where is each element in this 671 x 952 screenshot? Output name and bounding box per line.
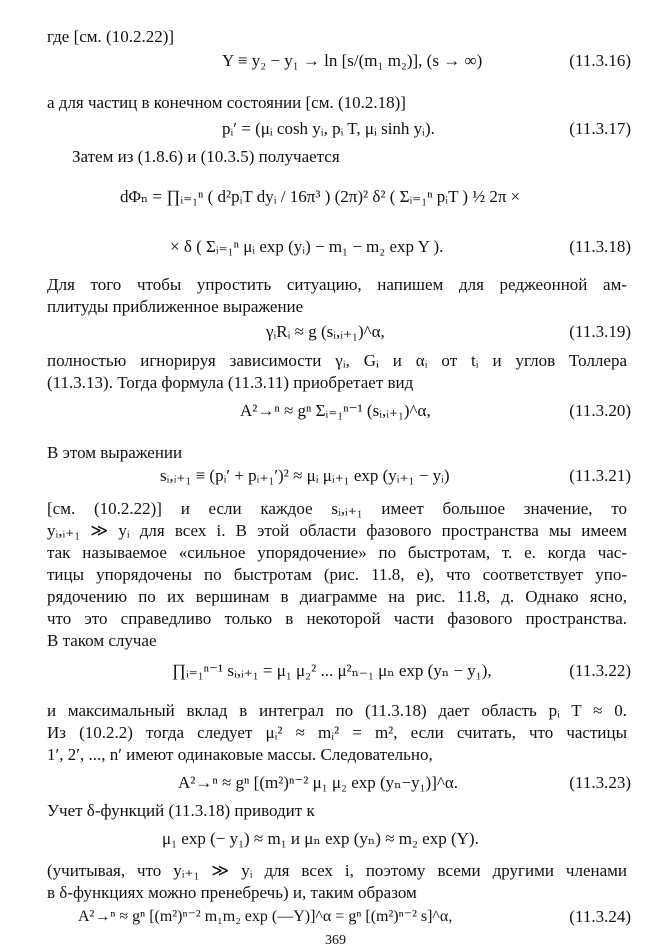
- text-line: и максимальный вклад в интеграл по (11.3.18) дает область pᵢ T ≈ 0.: [47, 701, 627, 720]
- text-line: в δ-функциях можно пренебречь) и, таким образом: [47, 883, 417, 902]
- equation-number: (11.3.19): [569, 322, 631, 341]
- equation: μ₁ exp (− y₁) ≈ m₁ и μₙ exp (yₙ) ≈ m₂ exp (Y).: [162, 829, 479, 848]
- equation: ∏ᵢ₌₁ⁿ⁻¹ sᵢ,ᵢ₊₁ = μ₁ μ₂² ... μ²ₙ₋₁ μₙ exp (yₙ − y₁),: [172, 661, 492, 680]
- text-line: Затем из (1.8.6) и (10.3.5) получается: [72, 147, 340, 166]
- text-line: 1′, 2′, ..., n′ имеют одинаковые массы. Следовательно,: [47, 745, 433, 764]
- text-line: так называемое «сильное упорядочение» по быстротам, т. е. когда час-: [47, 543, 627, 562]
- text-line: рядочению по их вершинам в диаграмме на рис. 11.8, д. Однако ясно,: [47, 587, 627, 606]
- equation: A²→ⁿ ≈ gⁿ [(m²)ⁿ⁻² m₁m₂ exp (—Y)]^α = gⁿ [(m²)ⁿ⁻² s]^α,: [78, 908, 453, 925]
- equation: Y ≡ y₂ − y₁ → ln [s/(m₁ m₂)], (s → ∞): [222, 51, 483, 70]
- text-line: Учет δ-функций (11.3.18) приводит к: [47, 801, 315, 820]
- text-line: Из (10.2.2) тогда следует μᵢ² ≈ mᵢ² = m², если считать, что частицы: [47, 723, 627, 742]
- text-line: В таком случае: [47, 631, 157, 650]
- text-line: yᵢ,ᵢ₊₁ ≫ yᵢ для всех i. В этой области фазового пространства мы имеем: [47, 521, 627, 540]
- text-line: а для частиц в конечном состоянии [см. (10.2.18)]: [47, 93, 406, 112]
- equation: × δ ( Σᵢ₌₁ⁿ μᵢ exp (yᵢ) − m₁ − m₂ exp Y ).: [170, 237, 444, 256]
- page-number: 369: [325, 933, 346, 948]
- equation-number: (11.3.18): [569, 237, 631, 256]
- text-line: тицы упорядочены по быстротам (рис. 11.8, е), что соответствует упо-: [47, 565, 627, 584]
- text-line: где [см. (10.2.22)]: [47, 27, 175, 46]
- text-line: плитуды приближенное выражение: [47, 297, 304, 316]
- equation: pᵢ′ = (μᵢ cosh yᵢ, pᵢ T, μᵢ sinh yᵢ).: [222, 119, 435, 138]
- equation: dΦₙ = ∏ᵢ₌₁ⁿ ( d²pᵢT dyᵢ / 16π³ ) (2π)² δ² ( Σᵢ₌₁ⁿ pᵢT ) ½ 2π ×: [120, 187, 521, 206]
- equation-number: (11.3.24): [569, 907, 631, 926]
- equation-number: (11.3.20): [569, 401, 631, 420]
- equation: sᵢ,ᵢ₊₁ ≡ (pᵢ′ + pᵢ₊₁′)² ≈ μᵢ μᵢ₊₁ exp (yᵢ₊₁ − yᵢ): [160, 466, 450, 485]
- equation: A²→ⁿ ≈ gⁿ [(m²)ⁿ⁻² μ₁ μ₂ exp (yₙ−y₁)]^α.: [178, 773, 459, 792]
- equation: γᵢRᵢ ≈ g (sᵢ,ᵢ₊₁)^α,: [266, 322, 385, 341]
- text-line: [см. (10.2.22)] и если каждое sᵢ,ᵢ₊₁ имеет большое значение, то: [47, 499, 627, 518]
- equation-number: (11.3.17): [569, 119, 631, 138]
- equation-number: (11.3.16): [569, 51, 631, 70]
- text-line: что это справедливо только в некоторой части фазового пространства.: [47, 609, 627, 628]
- equation-number: (11.3.22): [569, 661, 631, 680]
- equation-number: (11.3.21): [569, 466, 631, 485]
- text-line: полностью игнорируя зависимости γᵢ, Gᵢ и αᵢ от tᵢ и углов Толлера: [47, 351, 627, 370]
- text-line: (учитывая, что yᵢ₊₁ ≫ yᵢ для всех i, поэтому всеми другими членами: [47, 861, 627, 880]
- equation-number: (11.3.23): [569, 773, 631, 792]
- text-line: В этом выражении: [47, 443, 183, 462]
- equation: A²→ⁿ ≈ gⁿ Σᵢ₌₁ⁿ⁻¹ (sᵢ,ᵢ₊₁)^α,: [240, 401, 431, 420]
- text-line: (11.3.13). Тогда формула (11.3.11) приобретает вид: [47, 373, 414, 392]
- text-line: Для того чтобы упростить ситуацию, напишем для реджеонной ам-: [47, 275, 627, 294]
